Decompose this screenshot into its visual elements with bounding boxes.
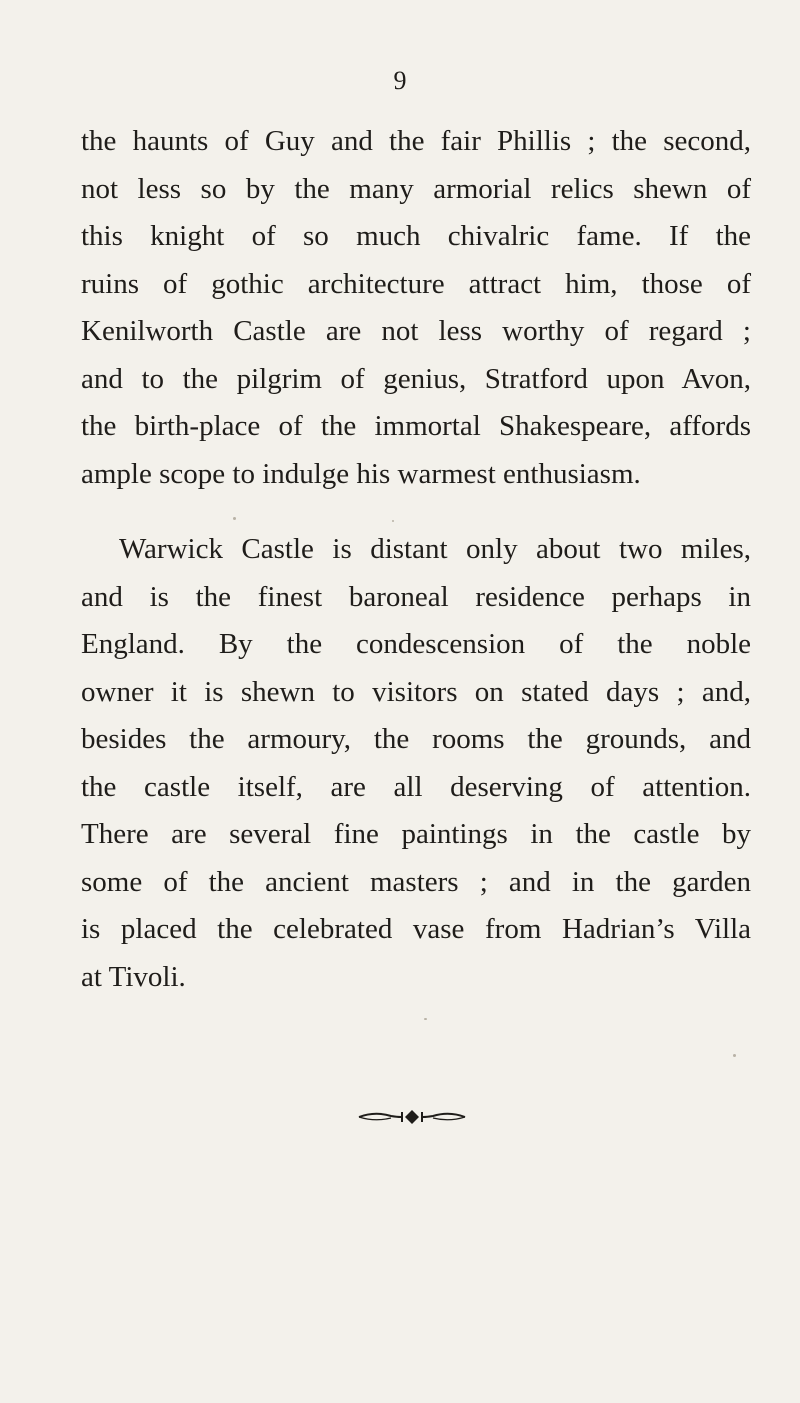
paper-speck (233, 517, 236, 520)
page-number: 9 (393, 66, 407, 95)
text-line: not less so by the many armorial relics shewn of (81, 172, 751, 205)
text-line: some of the ancient masters ; and in the garden (81, 865, 751, 898)
text-line: owner it is shewn to visitors on stated days ; and, (81, 675, 751, 708)
text-line: England. By the condescension of the noble (81, 628, 751, 660)
paper-speck (733, 1054, 736, 1057)
text-line: Warwick Castle is distant only about two miles, (119, 533, 751, 565)
paragraph-1 (81, 118, 751, 498)
text-line: this knight of so much chivalric fame. If the (81, 220, 751, 252)
text-line: ruins of gothic architecture attract him, those of (81, 267, 751, 300)
text-line: at Tivoli. (81, 960, 186, 993)
tailpiece-ornament-icon (357, 1108, 467, 1126)
text-line: the birth-place of the immortal Shakespeare, affords (81, 410, 751, 442)
text-line: and is the finest baroneal residence perhaps in (81, 580, 751, 613)
paragraph-2 (81, 526, 751, 1001)
paper-speck (424, 1018, 427, 1020)
text-line: besides the armoury, the rooms the grounds, and (81, 723, 751, 755)
text-line: the haunts of Guy and the fair Phillis ; the second, (81, 125, 751, 157)
text-line: and to the pilgrim of genius, Stratford upon Avon, (81, 362, 751, 395)
paper-speck (392, 520, 394, 522)
text-line: Kenilworth Castle are not less worthy of regard ; (81, 315, 751, 347)
text-line: There are several fine paintings in the castle by (81, 818, 751, 850)
text-line: is placed the celebrated vase from Hadrian’s Villa (81, 913, 751, 945)
text-line: ample scope to indulge his warmest enthusiasm. (81, 457, 641, 490)
text-line: the castle itself, are all deserving of attention. (81, 770, 751, 803)
